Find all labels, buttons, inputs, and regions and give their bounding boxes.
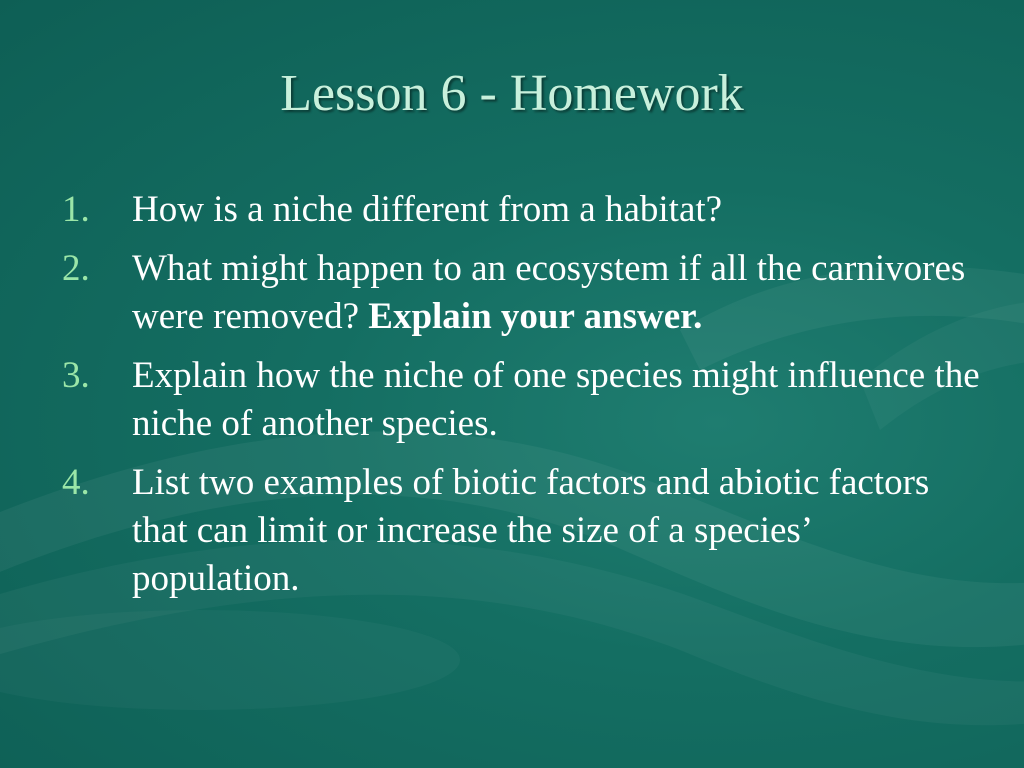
question-text: How is a niche different from a habitat? <box>132 189 723 230</box>
question-text: List two examples of biotic factors and abiotic factors that can limit or increase the size of a species’ population. <box>132 462 930 599</box>
question-emphasis-text: Explain your answer. <box>368 296 703 337</box>
question-number: 2. <box>62 248 90 289</box>
question-text: Explain how the niche of one species might influence the niche of another species. <box>132 355 980 444</box>
question-item-1 <box>62 186 982 234</box>
question-number: 3. <box>62 355 90 396</box>
question-item-3 <box>62 352 982 448</box>
question-text: What might happen to an ecosystem if all the carnivores were removed? <box>132 248 966 337</box>
question-item-4 <box>62 459 982 603</box>
slide-title: Lesson 6 - Homework <box>280 65 744 122</box>
question-item-2 <box>62 245 982 341</box>
homework-question-list <box>62 186 982 614</box>
question-number: 1. <box>62 189 90 230</box>
question-number: 4. <box>62 462 90 503</box>
